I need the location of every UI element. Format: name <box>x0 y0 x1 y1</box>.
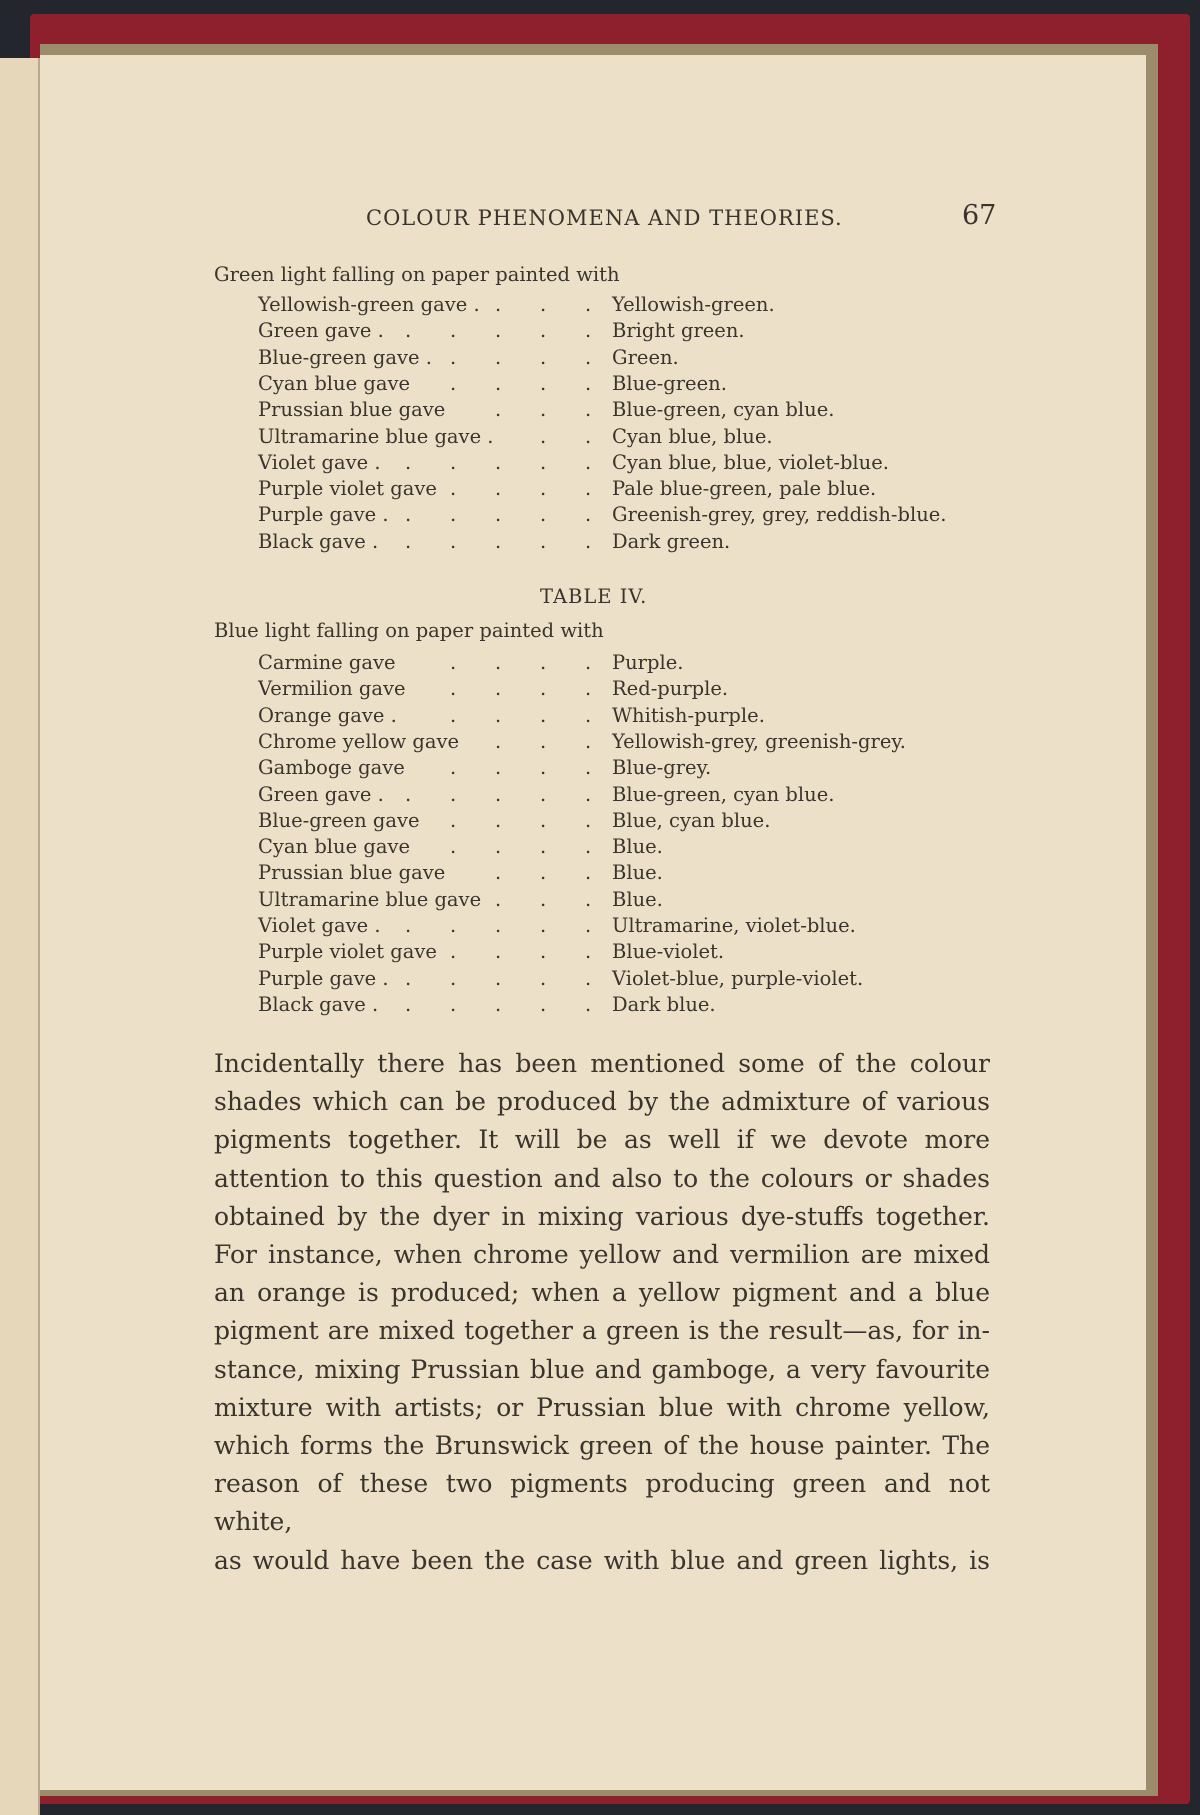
leader-dot: . <box>540 398 547 422</box>
table-row <box>258 503 978 529</box>
pigment: Prussian blue gave <box>258 861 446 885</box>
leader-dot: . <box>495 914 502 937</box>
pigment: Black gave . <box>258 992 379 1016</box>
result: Green. <box>612 345 679 369</box>
leader-dot: . <box>495 371 502 395</box>
leader-dot: . <box>495 398 502 422</box>
table-row <box>258 993 978 1019</box>
leader-dot: . <box>495 940 502 964</box>
leader-dot: . <box>450 319 457 343</box>
leader-dot: . <box>540 914 547 937</box>
leader-dot: . <box>540 651 547 674</box>
leader-dot: . <box>540 992 547 1016</box>
table-row <box>258 477 978 503</box>
leader-dot: . <box>450 966 457 990</box>
table-row <box>258 451 978 477</box>
leader-dot: . <box>450 756 457 780</box>
leader-dot: . <box>450 345 457 369</box>
pigment: Cyan blue gave <box>258 371 411 395</box>
body-paragraph <box>214 1045 990 1580</box>
table-row <box>258 346 978 372</box>
leader-dot: . <box>585 398 592 422</box>
table-row <box>258 756 978 782</box>
paragraph-line: For instance, when chrome yellow and vermilion are mixed <box>214 1240 990 1270</box>
table-row <box>258 967 978 993</box>
table-row <box>258 677 978 703</box>
leader-dot: . <box>450 529 457 553</box>
leader-dot: . <box>405 966 412 990</box>
leader-dot: . <box>450 808 457 832</box>
leader-dot: . <box>495 503 502 527</box>
leader-dot: . <box>540 424 547 448</box>
paragraph-line: shades which can be produced by the admixture of various <box>214 1087 990 1117</box>
leader-dot: . <box>405 319 412 343</box>
result: Greenish-grey, grey, reddish-blue. <box>612 503 947 527</box>
pigment: Purple gave . <box>258 503 389 527</box>
result: Blue-green. <box>612 371 727 395</box>
leader-dot: . <box>540 782 547 806</box>
pigment: Violet gave . <box>258 914 381 937</box>
table-row <box>258 835 978 861</box>
leader-dot: . <box>540 319 547 343</box>
paragraph-line: which forms the Brunswick green of the house painter. The <box>214 1431 990 1461</box>
table-row <box>258 319 978 345</box>
result: Ultramarine, violet-blue. <box>612 914 856 937</box>
pigment: Purple violet gave <box>258 940 437 964</box>
pigment: Gamboge gave <box>258 756 405 780</box>
leader-dot: . <box>495 966 502 990</box>
leader-dot: . <box>585 477 592 501</box>
result: Blue-green, cyan blue. <box>612 398 835 422</box>
leader-dot: . <box>450 477 457 501</box>
result: Blue. <box>612 887 663 911</box>
leader-dot: . <box>540 503 547 527</box>
leader-dot: . <box>450 914 457 937</box>
result: Blue-green, cyan blue. <box>612 782 835 806</box>
leader-dot: . <box>495 477 502 501</box>
result: Pale blue-green, pale blue. <box>612 477 877 501</box>
table-row <box>258 809 978 835</box>
table-row <box>258 730 978 756</box>
table-row <box>258 914 978 940</box>
leader-dot: . <box>540 677 547 701</box>
pigment: Vermilion gave <box>258 677 406 701</box>
leader-dot: . <box>585 887 592 911</box>
leader-dot: . <box>495 992 502 1016</box>
pigment: Black gave . <box>258 529 379 553</box>
leader-dot: . <box>540 529 547 553</box>
result: Dark green. <box>612 529 731 553</box>
leader-dot: . <box>540 808 547 832</box>
result: Red-purple. <box>612 677 729 701</box>
leader-dot: . <box>585 651 592 674</box>
leader-dot: . <box>495 450 502 474</box>
pigment: Purple violet gave <box>258 477 437 501</box>
leader-dot: . <box>495 319 502 343</box>
leader-dot: . <box>540 861 547 885</box>
pigment: Ultramarine blue gave <box>258 887 482 911</box>
paragraph-line: reason of these two pigments producing green and not white, <box>214 1469 990 1537</box>
leader-dot: . <box>495 835 502 859</box>
leader-dot: . <box>495 756 502 780</box>
leader-dot: . <box>585 703 592 727</box>
result: Whitish-purple. <box>612 703 765 727</box>
leader-dot: . <box>495 703 502 727</box>
leader-dot: . <box>540 756 547 780</box>
leader-dot: . <box>540 371 547 395</box>
leader-dot: . <box>495 293 502 316</box>
paragraph-line: pigments together. It will be as well if we devote more <box>214 1125 990 1155</box>
pigment: Orange gave . <box>258 703 397 727</box>
leader-dot: . <box>405 450 412 474</box>
leader-dot: . <box>405 782 412 806</box>
leader-dot: . <box>540 835 547 859</box>
leader-dot: . <box>495 677 502 701</box>
leader-dot: . <box>585 940 592 964</box>
table-title: TABLE IV. <box>540 585 648 608</box>
leader-dot: . <box>495 729 502 753</box>
table-row <box>258 651 978 677</box>
pigment: Carmine gave <box>258 651 396 674</box>
leader-dot: . <box>450 992 457 1016</box>
paragraph-line: attention to this question and also to the colours or shades <box>214 1163 990 1193</box>
leader-dot: . <box>495 529 502 553</box>
leader-dot: . <box>495 782 502 806</box>
paragraph-line: obtained by the dyer in mixing various dye-stuffs together. <box>214 1201 990 1231</box>
pigment: Green gave . <box>258 782 384 806</box>
leader-dot: . <box>585 914 592 937</box>
left-page-edge <box>0 58 40 1815</box>
pigment: Blue-green gave . <box>258 345 432 369</box>
pigment: Prussian blue gave <box>258 398 446 422</box>
paragraph-line: as would have been the case with blue and green lights, is <box>214 1545 990 1575</box>
result: Yellowish-grey, greenish-grey. <box>612 729 906 753</box>
leader-dot: . <box>585 729 592 753</box>
leader-dot: . <box>585 992 592 1016</box>
leader-dot: . <box>495 345 502 369</box>
result: Blue. <box>612 861 663 885</box>
leader-dot: . <box>585 450 592 474</box>
result: Cyan blue, blue. <box>612 424 773 448</box>
leader-dot: . <box>585 371 592 395</box>
pigment: Chrome yellow gave <box>258 729 460 753</box>
result: Purple. <box>612 651 684 674</box>
leader-dot: . <box>540 729 547 753</box>
table-row <box>258 888 978 914</box>
leader-dot: . <box>405 503 412 527</box>
leader-dot: . <box>450 703 457 727</box>
result: Blue, cyan blue. <box>612 808 771 832</box>
leader-dot: . <box>540 887 547 911</box>
pigment: Ultramarine blue gave . <box>258 424 494 448</box>
table-row <box>258 425 978 451</box>
result: Violet-blue, purple-violet. <box>612 966 864 990</box>
leader-dot: . <box>495 887 502 911</box>
leader-dot: . <box>495 861 502 885</box>
leader-dot: . <box>585 293 592 316</box>
leader-dot: . <box>450 782 457 806</box>
leader-dot: . <box>585 861 592 885</box>
leader-dot: . <box>450 940 457 964</box>
table-row <box>258 293 978 319</box>
pigment: Violet gave . <box>258 450 381 474</box>
table-row <box>258 398 978 424</box>
pigment: Purple gave . <box>258 966 389 990</box>
table-row <box>258 861 978 887</box>
table-row <box>258 372 978 398</box>
leader-dot: . <box>540 293 547 316</box>
pigment: Green gave . <box>258 319 384 343</box>
table-row <box>258 530 978 556</box>
paragraph-line: an orange is produced; when a yellow pigment and a blue <box>214 1278 990 1308</box>
leader-dot: . <box>585 782 592 806</box>
leader-dot: . <box>450 450 457 474</box>
leader-dot: . <box>585 503 592 527</box>
paragraph-line: stance, mixing Prussian blue and gamboge, a very favourite <box>214 1354 990 1384</box>
leader-dot: . <box>585 756 592 780</box>
leader-dot: . <box>450 651 457 674</box>
pigment: Blue-green gave <box>258 808 420 832</box>
pigment: Cyan blue gave <box>258 835 411 859</box>
pigment: Yellowish-green gave . <box>258 293 480 316</box>
result: Yellowish-green. <box>612 293 775 316</box>
result: Cyan blue, blue, violet-blue. <box>612 450 889 474</box>
leader-dot: . <box>585 345 592 369</box>
leader-dot: . <box>585 808 592 832</box>
result: Blue-grey. <box>612 756 712 780</box>
leader-dot: . <box>495 808 502 832</box>
leader-dot: . <box>585 677 592 701</box>
blue-table-lead: Blue light falling on paper painted with <box>214 619 604 642</box>
table-row <box>258 704 978 730</box>
leader-dot: . <box>405 992 412 1016</box>
leader-dot: . <box>585 424 592 448</box>
table-row <box>258 940 978 966</box>
green-table-lead: Green light falling on paper painted with <box>214 263 620 286</box>
page-number: 67 <box>962 200 997 231</box>
leader-dot: . <box>495 651 502 674</box>
paragraph-line: pigment are mixed together a green is the result—as, for in- <box>214 1316 990 1346</box>
result: Dark blue. <box>612 992 716 1016</box>
leader-dot: . <box>540 966 547 990</box>
leader-dot: . <box>540 703 547 727</box>
leader-dot: . <box>450 503 457 527</box>
leader-dot: . <box>405 914 412 937</box>
paragraph-line: Incidentally there has been mentioned some of the colour <box>214 1049 990 1078</box>
leader-dot: . <box>585 966 592 990</box>
result: Blue-violet. <box>612 940 725 964</box>
result: Bright green. <box>612 319 745 343</box>
paragraph-line: mixture with artists; or Prussian blue with chrome yellow, <box>214 1392 990 1422</box>
leader-dot: . <box>585 319 592 343</box>
result: Blue. <box>612 835 663 859</box>
leader-dot: . <box>585 529 592 553</box>
leader-dot: . <box>450 835 457 859</box>
leader-dot: . <box>540 345 547 369</box>
leader-dot: . <box>585 835 592 859</box>
leader-dot: . <box>405 529 412 553</box>
leader-dot: . <box>540 450 547 474</box>
table-row <box>258 783 978 809</box>
running-title: COLOUR PHENOMENA AND THEORIES. <box>366 206 843 230</box>
leader-dot: . <box>540 940 547 964</box>
leader-dot: . <box>450 677 457 701</box>
leader-dot: . <box>450 371 457 395</box>
leader-dot: . <box>540 477 547 501</box>
